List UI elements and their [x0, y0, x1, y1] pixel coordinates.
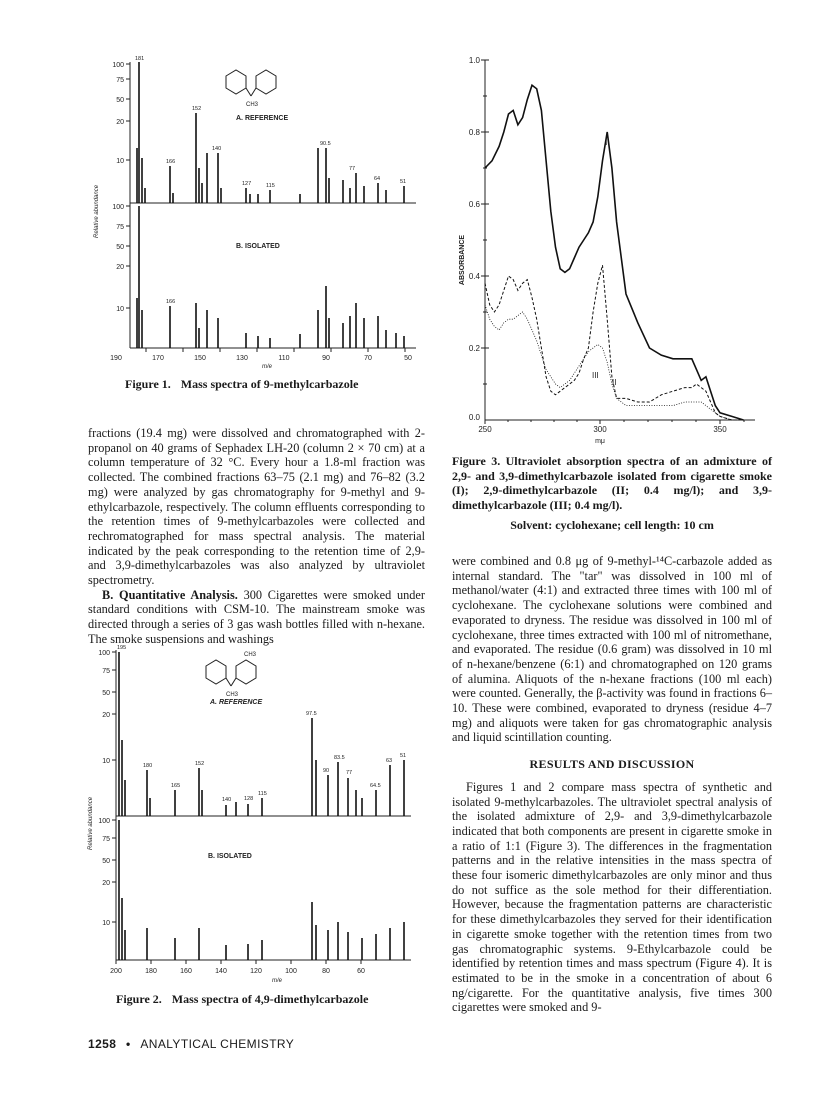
- uv-curve-I: [485, 85, 744, 420]
- left-column-text: [88, 426, 425, 647]
- fig1-peak-label: 181: [135, 56, 145, 62]
- fig1-ytick: 75: [116, 224, 124, 231]
- fig2-peak-label: 90: [323, 768, 330, 774]
- fig1-ylabel: Relative abundance: [94, 184, 100, 238]
- figure-1-caption-text: Mass spectra of 9-methylcarbazole: [180, 377, 359, 391]
- left-paragraph-2-body: 300 Cigarettes were smoked under standard conditions with CSM-10. The mainstream smoke was directed through a series of 3 gas wash bottles filled with n-hexane. The smoke suspensions and washings: [88, 587, 425, 646]
- footer-bullet: •: [126, 1037, 131, 1051]
- fig1-xtick: 130: [236, 355, 248, 362]
- figure-2-peaks-isolated: [119, 820, 404, 960]
- fig1-peak-label: 115: [266, 183, 275, 189]
- fig1-xtick: 110: [278, 355, 290, 362]
- fig1-xtick: 190: [110, 355, 122, 362]
- figure-3-solvent-line: Solvent: cyclohexane; cell length: 10 cm: [510, 518, 714, 532]
- right-column-text: [452, 554, 772, 1015]
- figure-3-caption: [452, 454, 772, 533]
- fig2-xtick: 200: [110, 968, 122, 975]
- figure-1-peaks-isolated: [137, 206, 404, 348]
- fig1-panel-b-label: B. ISOLATED: [236, 243, 280, 250]
- fig1-ytick: 20: [116, 119, 124, 126]
- fig2-ytick: 75: [102, 668, 110, 675]
- fig2-ytick: 100: [98, 650, 110, 657]
- fig3-xtick: 300: [593, 425, 607, 434]
- fig1-peak-label: 127: [242, 181, 252, 187]
- fig1-peak-label: 166: [166, 159, 176, 165]
- fig1-xtick: 70: [364, 355, 372, 362]
- figure-1-structure-sub: CH3: [246, 102, 259, 108]
- figure-1-structure: [226, 70, 276, 96]
- fig2-xtick: 180: [145, 968, 157, 975]
- fig3-xtick: 250: [478, 425, 492, 434]
- fig2-xtick: 100: [285, 968, 297, 975]
- figure-2-caption: [116, 990, 426, 1008]
- fig1-peak-label: 64: [374, 176, 381, 182]
- fig2-xtick: 120: [250, 968, 262, 975]
- figure-2-caption-label: Figure 2.: [116, 992, 162, 1006]
- figure-3-uv-spectra: [450, 50, 770, 445]
- figure-2-structure: [206, 660, 256, 686]
- fig2-ytick: 20: [102, 880, 110, 887]
- fig1-peak-label: 166: [166, 299, 176, 305]
- figure-3-caption-text: Figure 3. Ultraviolet absorption spectra of an admixture of 2,9- and 3,9-dimethylcarbazole isolated from cigarette smoke (I); 2,9-dimethylcarbazole (II; 0.4 mg/l); and 3,9-dimethylcarbazole (III; 0.4 mg/l).: [452, 454, 772, 512]
- fig1-peak-label: 140: [212, 146, 222, 152]
- fig1-peak-label: 152: [192, 106, 202, 112]
- fig2-ytick: 50: [102, 690, 110, 697]
- fig2-peak-label: 140: [222, 797, 232, 803]
- fig2-peak-label: 63: [386, 758, 393, 764]
- fig2-peak-label: 115: [258, 791, 267, 797]
- fig2-peak-label: 180: [143, 763, 153, 769]
- fig2-panel-a-label: A. REFERENCE: [210, 699, 263, 706]
- fig1-ytick: 10: [116, 158, 124, 165]
- fig1-peak-label: 90.5: [320, 141, 331, 147]
- fig2-peak-label: 64.5: [370, 783, 381, 789]
- fig1-panel-a-label: A. REFERENCE: [236, 115, 289, 122]
- figure-1-caption: [125, 375, 425, 393]
- fig2-xtick: 60: [357, 968, 365, 975]
- fig2-ylabel: Relative abundance: [88, 796, 94, 850]
- fig2-ytick: 10: [102, 758, 110, 765]
- uv-curve-III: [485, 305, 744, 420]
- fig1-xtick: 170: [152, 355, 164, 362]
- fig3-curve-label-II: II: [612, 378, 617, 387]
- fig3-curve-label-I: I: [605, 137, 608, 147]
- fig1-peak-label: 77: [349, 166, 356, 172]
- fig2-panel-b-label: B. ISOLATED: [208, 853, 252, 860]
- fig2-xtick: 80: [322, 968, 330, 975]
- fig1-ytick: 50: [116, 97, 124, 104]
- fig2-ytick: 10: [102, 920, 110, 927]
- fig3-ytick: 1.0: [468, 56, 480, 65]
- fig2-peak-label: 165: [171, 783, 181, 789]
- figure-1-peaks-reference: [137, 62, 407, 203]
- fig3-ytick: 0.0: [468, 413, 480, 422]
- fig2-structure-sub-top: CH3: [244, 652, 257, 658]
- fig1-ytick: 75: [116, 77, 124, 84]
- fig1-ytick: 100: [112, 62, 124, 69]
- page-number: 1258: [88, 1037, 117, 1051]
- fig2-ytick: 75: [102, 836, 110, 843]
- fig2-peak-label: 83.5: [334, 755, 345, 761]
- fig2-ytick: 50: [102, 858, 110, 865]
- fig1-ytick: 20: [116, 264, 124, 271]
- fig2-peak-label: 51: [400, 753, 407, 759]
- fig2-xtick: 160: [180, 968, 192, 975]
- fig3-curve-label-III: III: [592, 371, 599, 380]
- fig1-xunit: m/e: [262, 364, 273, 370]
- fig2-ytick: 100: [98, 818, 110, 825]
- fig2-peak-label: 152: [195, 761, 205, 767]
- fig3-ytick: 0.8: [468, 128, 480, 137]
- fig2-structure-sub-bottom: CH3: [226, 692, 239, 698]
- journal-name: ANALYTICAL CHEMISTRY: [140, 1037, 295, 1051]
- page-footer: [88, 1037, 294, 1051]
- right-paragraph-1: were combined and 0.8 μg of 9-methyl-¹⁴C-carbazole added as internal standard. The "tar" was dissolved in 100 ml of methanol/water (4:1) and extracted three times with 100 ml of cyclohexane. The cyclohexane solutions were combined and evaporated to dryness. The residue was dissolved in 100 ml of cyclohexane, three times extracted with 100 ml of nitromethane, and evaporated. The residue (0.6 gram) was dissolved in 10 ml of n-hexane/benzene (6:1) and chromatographed on 120 grams of alumina. Aliquots of the n-hexane fractions (100 ml each) were counted. Generally, the β-activity was found in fractions 6–10. These were combined, evaporated to dryness (residue 4–7 mg) and aliquots were taken for gas chromatographic analysis and liquid scintillation counting.: [452, 554, 772, 745]
- fig3-ytick: 0.2: [468, 344, 480, 353]
- fig2-peak-label: 97.5: [306, 711, 317, 717]
- left-paragraph-1: fractions (19.4 mg) were dissolved and chromatographed with 2-propanol on 40 grams of Sephadex LH-20 (column 2 × 70 cm) at a column temperature of 32 °C. Every hour a 1.8-ml fraction was collected. The combined fractions 63–75 (2.1 mg) and 76–82 (3.2 mg) were analyzed by gas chromatography for 9-methyl and 9-ethylcarbazole, respectively. The column effluents corresponding to the retention times of 9-methylcarbazoles were collected and rechromatographed for mass spectral analysis. The material indicated by the peak corresponding to the retention time of 2,9- and 3,9-dimethylcarbazoles was also analyzed by ultraviolet spectrometry.: [88, 426, 425, 588]
- fig2-xunit: m/e: [272, 978, 283, 984]
- figure-2-mass-spectra: [86, 640, 426, 985]
- figure-1-caption-label: Figure 1.: [125, 377, 171, 391]
- figure-1-mass-spectra: [86, 48, 426, 378]
- fig3-xlabel: mμ: [595, 438, 605, 445]
- right-paragraph-2: Figures 1 and 2 compare mass spectra of synthetic and isolated 9-methylcarbazoles. The ultraviolet spectral analysis of the isolated admixture of 2,9- and 3,9-dimethylcarbazole indicated that both components are present in cigarette smoke in a ratio of 1:1 (Figure 3). The differences in the fragmentation patterns and in the relative intensities in the mass spectra of these four isomeric dimethylcarbazoles are only minor and thus do not suffice as the sole method for their differentiation. However, because the fragmentation patterns are characteristic for these dimethylcarbazoles they served for their identification in cigarette smoke together with the retention times from two gas chromatographic systems. 9-Ethylcarbazole could be identified by retention times and mass spectrum (Figure 4). It is estimated to be in the smoke in a concentration of about 6 ng/cigarette. For the quantitative analysis, five times 300 cigarettes were smoked and 9-: [452, 779, 772, 1015]
- fig2-peak-label: 77: [346, 770, 353, 776]
- fig3-ytick: 0.4: [468, 272, 480, 281]
- fig2-peak-label: 128: [244, 796, 254, 802]
- fig2-xtick: 140: [215, 968, 227, 975]
- figure-2-caption-text: Mass spectra of 4,9-dimethylcarbazole: [171, 992, 369, 1006]
- uv-curve-II: [485, 265, 744, 420]
- fig2-ytick: 20: [102, 712, 110, 719]
- fig1-xtick: 50: [404, 355, 412, 362]
- fig1-xtick: 90: [322, 355, 330, 362]
- fig2-peak-label: 195: [117, 645, 127, 651]
- fig1-ytick: 50: [116, 244, 124, 251]
- fig3-ylabel: ABSORBANCE: [459, 234, 466, 286]
- left-paragraph-2-head: B. Quantitative Analysis.: [102, 587, 238, 602]
- fig3-xtick: 350: [713, 425, 727, 434]
- left-paragraph-2: [88, 588, 425, 647]
- fig1-ytick: 10: [116, 306, 124, 313]
- fig1-xtick: 150: [194, 355, 206, 362]
- fig3-ytick: 0.6: [468, 200, 480, 209]
- fig1-peak-label: 51: [400, 179, 407, 185]
- fig1-ytick: 100: [112, 204, 124, 211]
- results-heading: RESULTS AND DISCUSSION: [529, 757, 695, 772]
